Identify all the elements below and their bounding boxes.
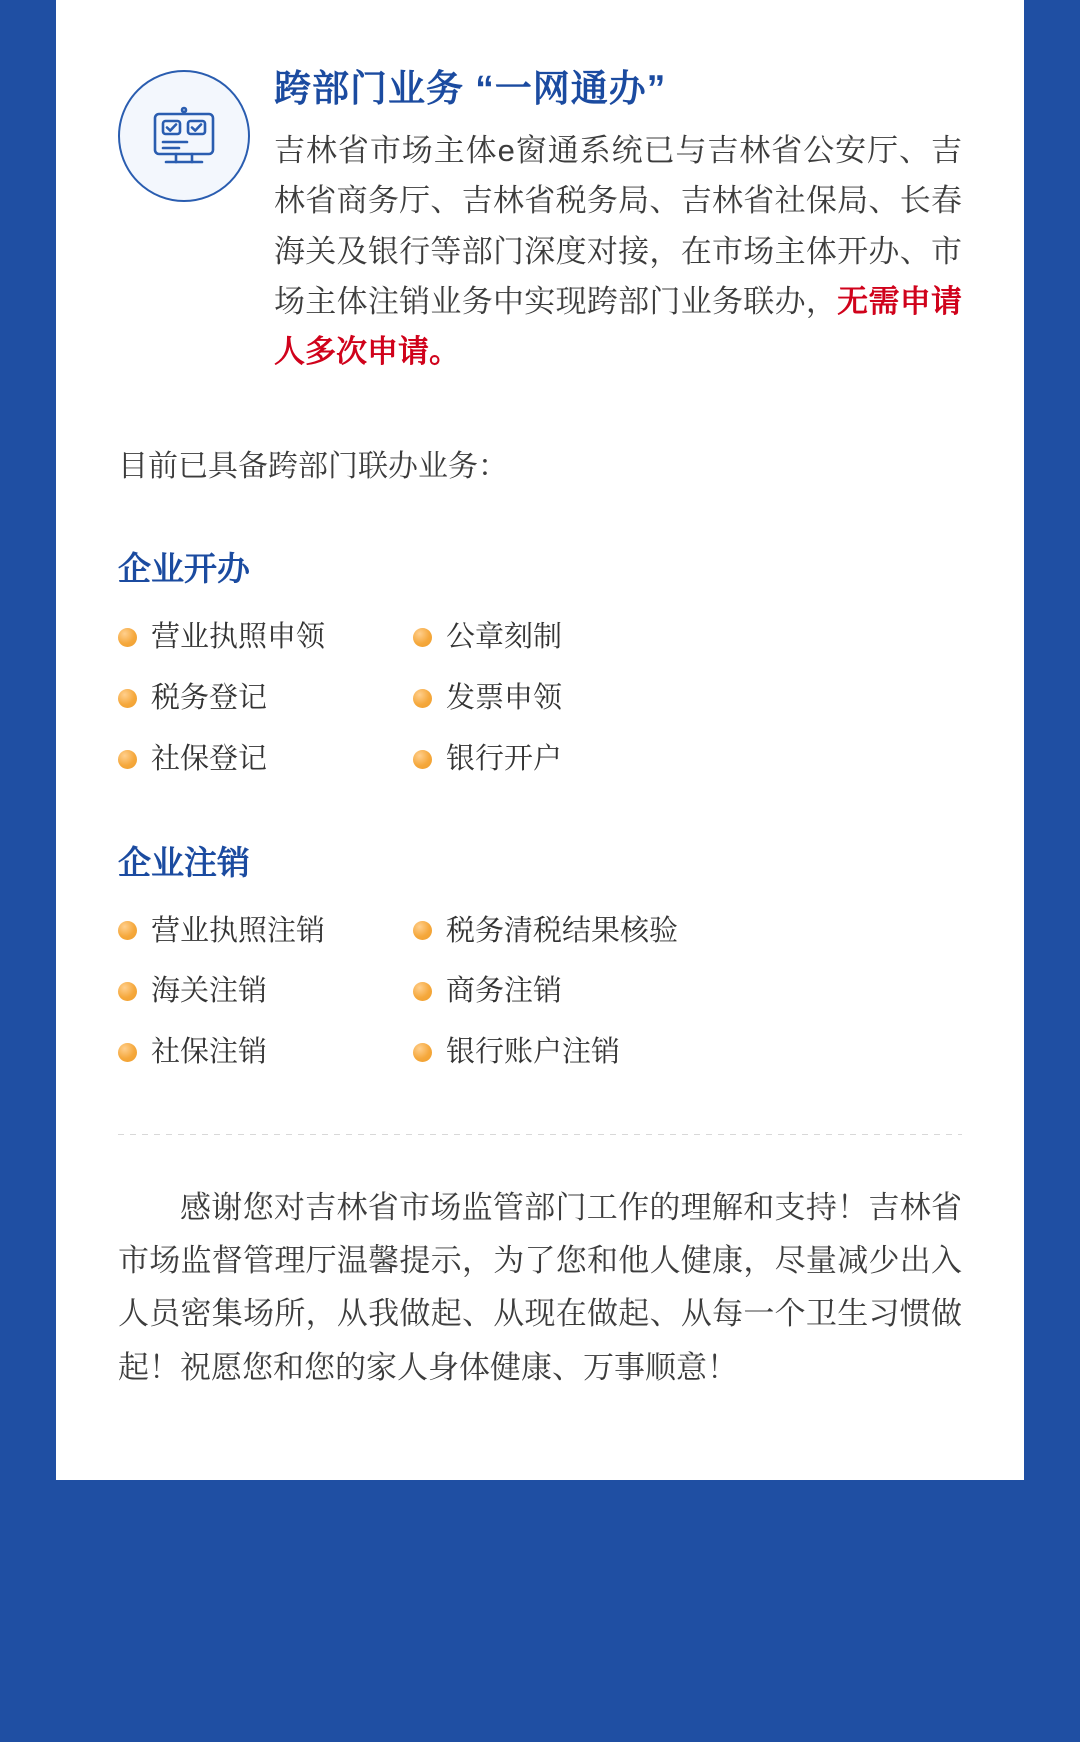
list-item xyxy=(118,906,413,957)
list-item-label: 社保注销 xyxy=(151,1036,268,1069)
page-title: 跨部门业务 “一网通办” xyxy=(274,68,667,109)
header-text xyxy=(274,60,962,377)
list-item-label: 公章刻制 xyxy=(446,621,563,654)
list-item-label: 银行账户注销 xyxy=(446,1036,621,1069)
bullet-grid-qiye-zhuxiao xyxy=(118,906,962,1078)
bullet-dot-icon xyxy=(413,628,432,647)
list-item xyxy=(413,1027,962,1078)
list-item xyxy=(118,966,413,1017)
intro-paragraph-highlight: 无需申请人多次申请。 xyxy=(274,283,963,370)
section-title-qiye-kaiban: 企业开办 xyxy=(118,550,250,588)
bullet-dot-icon xyxy=(413,982,432,1001)
list-item-label: 税务登记 xyxy=(151,682,268,715)
list-item-label: 营业执照申领 xyxy=(151,621,326,654)
list-item xyxy=(413,734,962,785)
bullet-grid-qiye-kaiban xyxy=(118,612,962,784)
list-item-label: 税务清税结果核验 xyxy=(446,914,679,947)
list-item-label: 银行开户 xyxy=(446,742,563,775)
section-title-qiye-zhuxiao: 企业注销 xyxy=(118,843,250,881)
list-item-label: 营业执照注销 xyxy=(151,914,326,947)
list-item xyxy=(118,612,413,663)
intro-paragraph xyxy=(274,126,962,377)
computer-checklist-icon xyxy=(118,70,250,202)
list-item-label: 社保登记 xyxy=(151,742,268,775)
bullet-dot-icon xyxy=(118,1043,137,1062)
content-wrapper xyxy=(56,0,1024,1394)
intro-paragraph-main: 吉林省市场主体e窗通系统已与吉林省公安厅、吉林省商务厅、吉林省税务局、吉林省社保局、长春海关及银行等部门深度对接，在市场主体开办、市场主体注销业务中实现跨部门业务联办， xyxy=(274,133,962,319)
content-card xyxy=(56,0,1024,1480)
bullet-dot-icon xyxy=(118,921,137,940)
bullet-dot-icon xyxy=(118,689,137,708)
list-item-label: 发票申领 xyxy=(446,682,563,715)
divider xyxy=(118,1134,962,1135)
header-block xyxy=(118,60,962,377)
list-item xyxy=(413,673,962,724)
list-item xyxy=(118,1027,413,1078)
list-item xyxy=(118,673,413,724)
bullet-dot-icon xyxy=(118,750,137,769)
list-item xyxy=(413,966,962,1017)
closing-paragraph: 感谢您对吉林省市场监管部门工作的理解和支持！吉林省市场监督管理厅温馨提示，为了您和他人健康，尽量减少出入人员密集场所，从我做起、从现在做起、从每一个卫生习惯做起！祝愿您和您的家人身体健康、万事顺意！ xyxy=(118,1189,962,1385)
bullet-dot-icon xyxy=(118,628,137,647)
bullet-dot-icon xyxy=(413,689,432,708)
bullet-dot-icon xyxy=(413,750,432,769)
list-item-label: 海关注销 xyxy=(151,975,268,1008)
list-item xyxy=(413,906,962,957)
bullet-dot-icon xyxy=(118,982,137,1001)
bullet-dot-icon xyxy=(413,1043,432,1062)
lead-text: 目前已具备跨部门联办业务： xyxy=(118,450,508,484)
list-item xyxy=(118,734,413,785)
list-item-label: 商务注销 xyxy=(446,975,563,1008)
list-item xyxy=(413,612,962,663)
bullet-dot-icon xyxy=(413,921,432,940)
